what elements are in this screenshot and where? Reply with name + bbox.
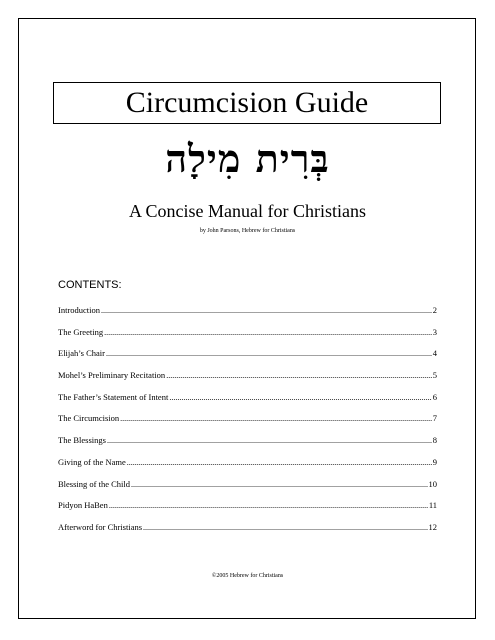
toc-entry-label: Afterword for Christians: [58, 521, 143, 532]
toc-entry[interactable]: [58, 393, 437, 415]
toc-entry[interactable]: [58, 306, 437, 328]
toc-entry-page: 10: [428, 478, 437, 489]
toc-entry[interactable]: [58, 328, 437, 350]
toc-leader: [127, 459, 432, 467]
toc-leader: [107, 437, 432, 445]
document-title: Circumcision Guide: [125, 86, 369, 119]
toc-entry-page: 12: [428, 521, 437, 532]
toc-entry[interactable]: [58, 523, 437, 545]
toc-entry-label: Elijah’s Chair: [58, 348, 105, 359]
toc-entry[interactable]: [58, 501, 437, 523]
toc-entry[interactable]: [58, 436, 437, 458]
copyright-footer: ©2005 Hebrew for Christians: [211, 573, 284, 579]
toc-entry-label: The Greeting: [58, 326, 104, 337]
toc-leader: [104, 329, 432, 337]
table-of-contents: [58, 306, 437, 545]
toc-leader: [166, 372, 432, 380]
author-line: by John Parsons, Hebrew for Christians: [199, 228, 296, 234]
toc-entry[interactable]: [58, 458, 437, 480]
toc-entry-page: 11: [428, 500, 437, 511]
toc-entry-label: Introduction: [58, 305, 101, 315]
toc-entry-page: 9: [432, 456, 437, 467]
hebrew-title: בְּרִית מִילָה: [165, 136, 330, 181]
toc-leader: [101, 307, 432, 315]
toc-entry[interactable]: [58, 371, 437, 393]
toc-entry-page: 2: [432, 305, 437, 315]
toc-leader: [143, 524, 427, 532]
toc-entry-page: 3: [432, 326, 437, 337]
toc-entry-label: Blessing of the Child: [58, 478, 131, 489]
toc-entry-page: 4: [432, 348, 437, 359]
toc-entry-page: 7: [432, 413, 437, 424]
toc-entry[interactable]: [58, 349, 437, 371]
toc-leader: [106, 350, 432, 358]
title-box: [53, 82, 441, 124]
toc-entry[interactable]: [58, 414, 437, 436]
toc-entry-page: 8: [432, 435, 437, 446]
document-subtitle: A Concise Manual for Christians: [129, 201, 366, 221]
toc-entry-label: The Blessings: [58, 435, 106, 446]
toc-entry-label: Pidyon HaBen: [58, 500, 108, 511]
contents-heading: CONTENTS:: [58, 279, 122, 291]
toc-leader: [109, 502, 428, 510]
toc-entry-page: 6: [432, 391, 437, 402]
toc-entry-label: Giving of the Name: [58, 456, 126, 467]
toc-entry-label: The Circumcision: [58, 413, 120, 424]
toc-entry-label: The Father’s Statement of Intent: [58, 391, 169, 402]
toc-leader: [131, 481, 427, 489]
toc-entry-label: Mohel’s Preliminary Recitation: [58, 370, 166, 381]
toc-leader: [120, 415, 432, 423]
toc-leader: [169, 394, 431, 402]
toc-entry-page: 5: [432, 370, 437, 381]
toc-entry[interactable]: [58, 480, 437, 502]
